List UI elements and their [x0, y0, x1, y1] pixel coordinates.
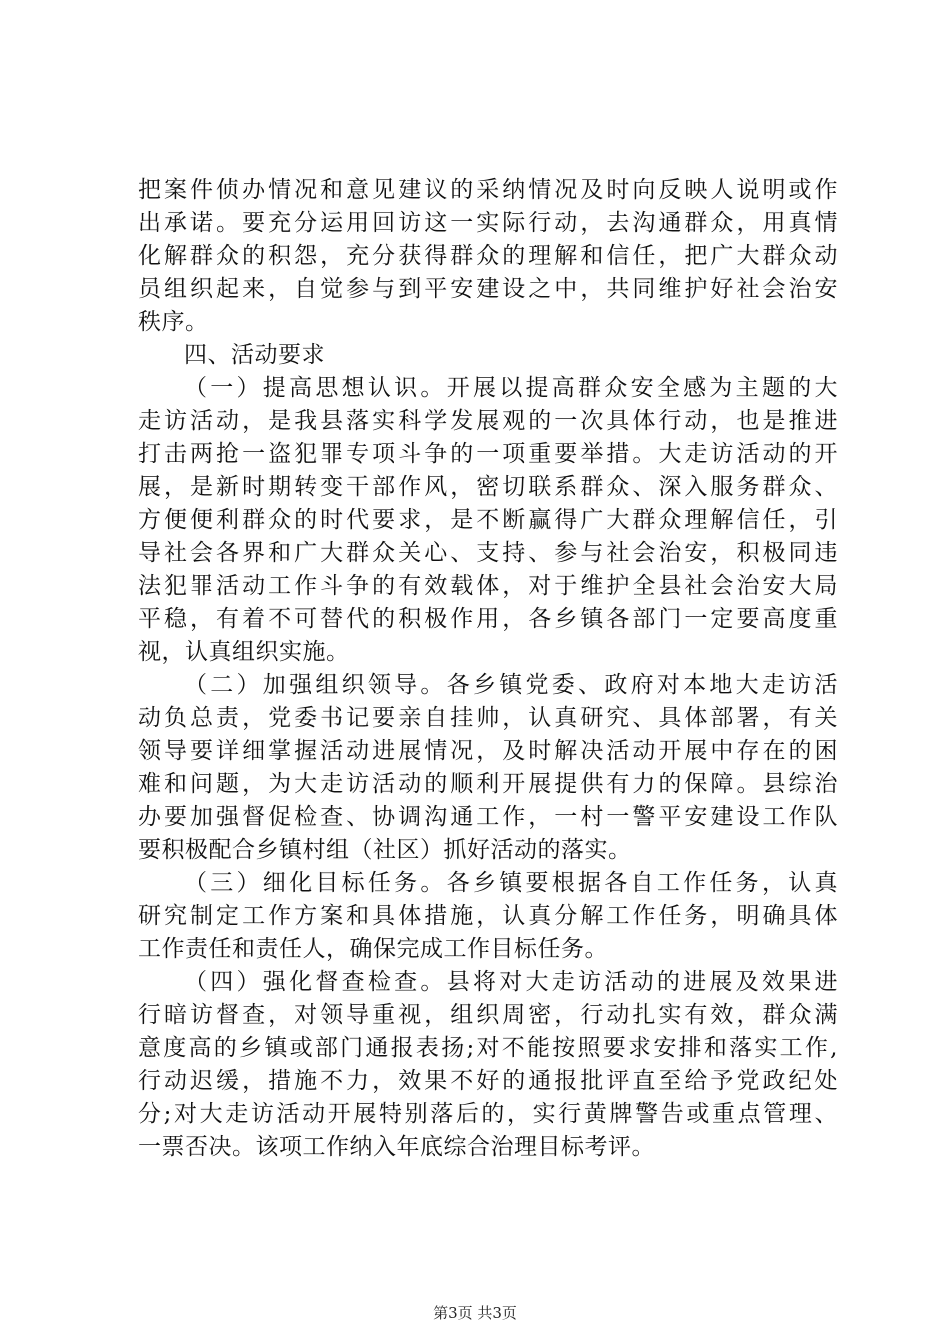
text-line: 化解群众的积怨，充分获得群众的理解和信任，把广大群众动 [138, 243, 838, 269]
text-line: 领导要详细掌握活动进展情况，及时解决活动开展中存在的困 [138, 738, 838, 764]
text-line: 动负总责，党委书记要亲自挂帅，认真研究、具体部署，有关 [138, 705, 838, 731]
text-line: 意度高的乡镇或部门通报表扬;对不能按照要求安排和落实工作, [138, 1035, 838, 1061]
text-line: 打击两抢一盗犯罪专项斗争的一项重要举措。大走访活动的开 [138, 441, 838, 467]
text-line: 视，认真组织实施。 [138, 639, 350, 665]
text-line: 秩序。 [138, 309, 209, 335]
text-line: 平稳，有着不可替代的积极作用，各乡镇各部门一定要高度重 [138, 606, 838, 632]
text-line: 展，是新时期转变干部作风，密切联系群众、深入服务群众、 [138, 474, 838, 500]
text-line: 出承诺。要充分运用回访这一实际行动，去沟通群众，用真情 [138, 210, 838, 236]
text-line: 走访活动，是我县落实科学发展观的一次具体行动，也是推进 [138, 408, 838, 434]
text-line: （三）细化目标任务。各乡镇要根据各自工作任务，认真 [184, 870, 838, 896]
text-line: （二）加强组织领导。各乡镇党委、政府对本地大走访活 [184, 672, 838, 698]
text-line: 法犯罪活动工作斗争的有效载体，对于维护全县社会治安大局 [138, 573, 838, 599]
text-line: 一票否决。该项工作纳入年底综合治理目标考评。 [138, 1134, 655, 1160]
text-line: 方便便利群众的时代要求，是不断赢得广大群众理解信任，引 [138, 507, 838, 533]
text-line: 分;对大走访活动开展特别落后的，实行黄牌警告或重点管理、 [138, 1101, 838, 1127]
text-line: 工作责任和责任人，确保完成工作目标任务。 [138, 936, 608, 962]
text-line: （一）提高思想认识。开展以提高群众安全感为主题的大 [184, 375, 838, 401]
text-line: 把案件侦办情况和意见建议的采纳情况及时向反映人说明或作 [138, 177, 838, 203]
text-line: 要积极配合乡镇村组（社区）抓好活动的落实。 [138, 837, 632, 863]
text-line: 四、活动要求 [184, 342, 325, 368]
text-line: 办要加强督促检查、协调沟通工作，一村一警平安建设工作队 [138, 804, 838, 830]
document-body [138, 174, 838, 1164]
text-line: 研究制定工作方案和具体措施，认真分解工作任务，明确具体 [138, 903, 838, 929]
page-footer: 第3页 共3页 [433, 1304, 517, 1322]
text-line: 导社会各界和广大群众关心、支持、参与社会治安，积极同违 [138, 540, 838, 566]
text-line: 行暗访督查，对领导重视，组织周密，行动扎实有效，群众满 [138, 1002, 838, 1028]
text-line: 难和问题，为大走访活动的顺利开展提供有力的保障。县综治 [138, 771, 838, 797]
text-line: （四）强化督查检查。县将对大走访活动的进展及效果进 [184, 969, 838, 995]
text-line: 行动迟缓，措施不力，效果不好的通报批评直至给予党政纪处 [138, 1068, 838, 1094]
text-line: 员组织起来，自觉参与到平安建设之中，共同维护好社会治安 [138, 276, 838, 302]
